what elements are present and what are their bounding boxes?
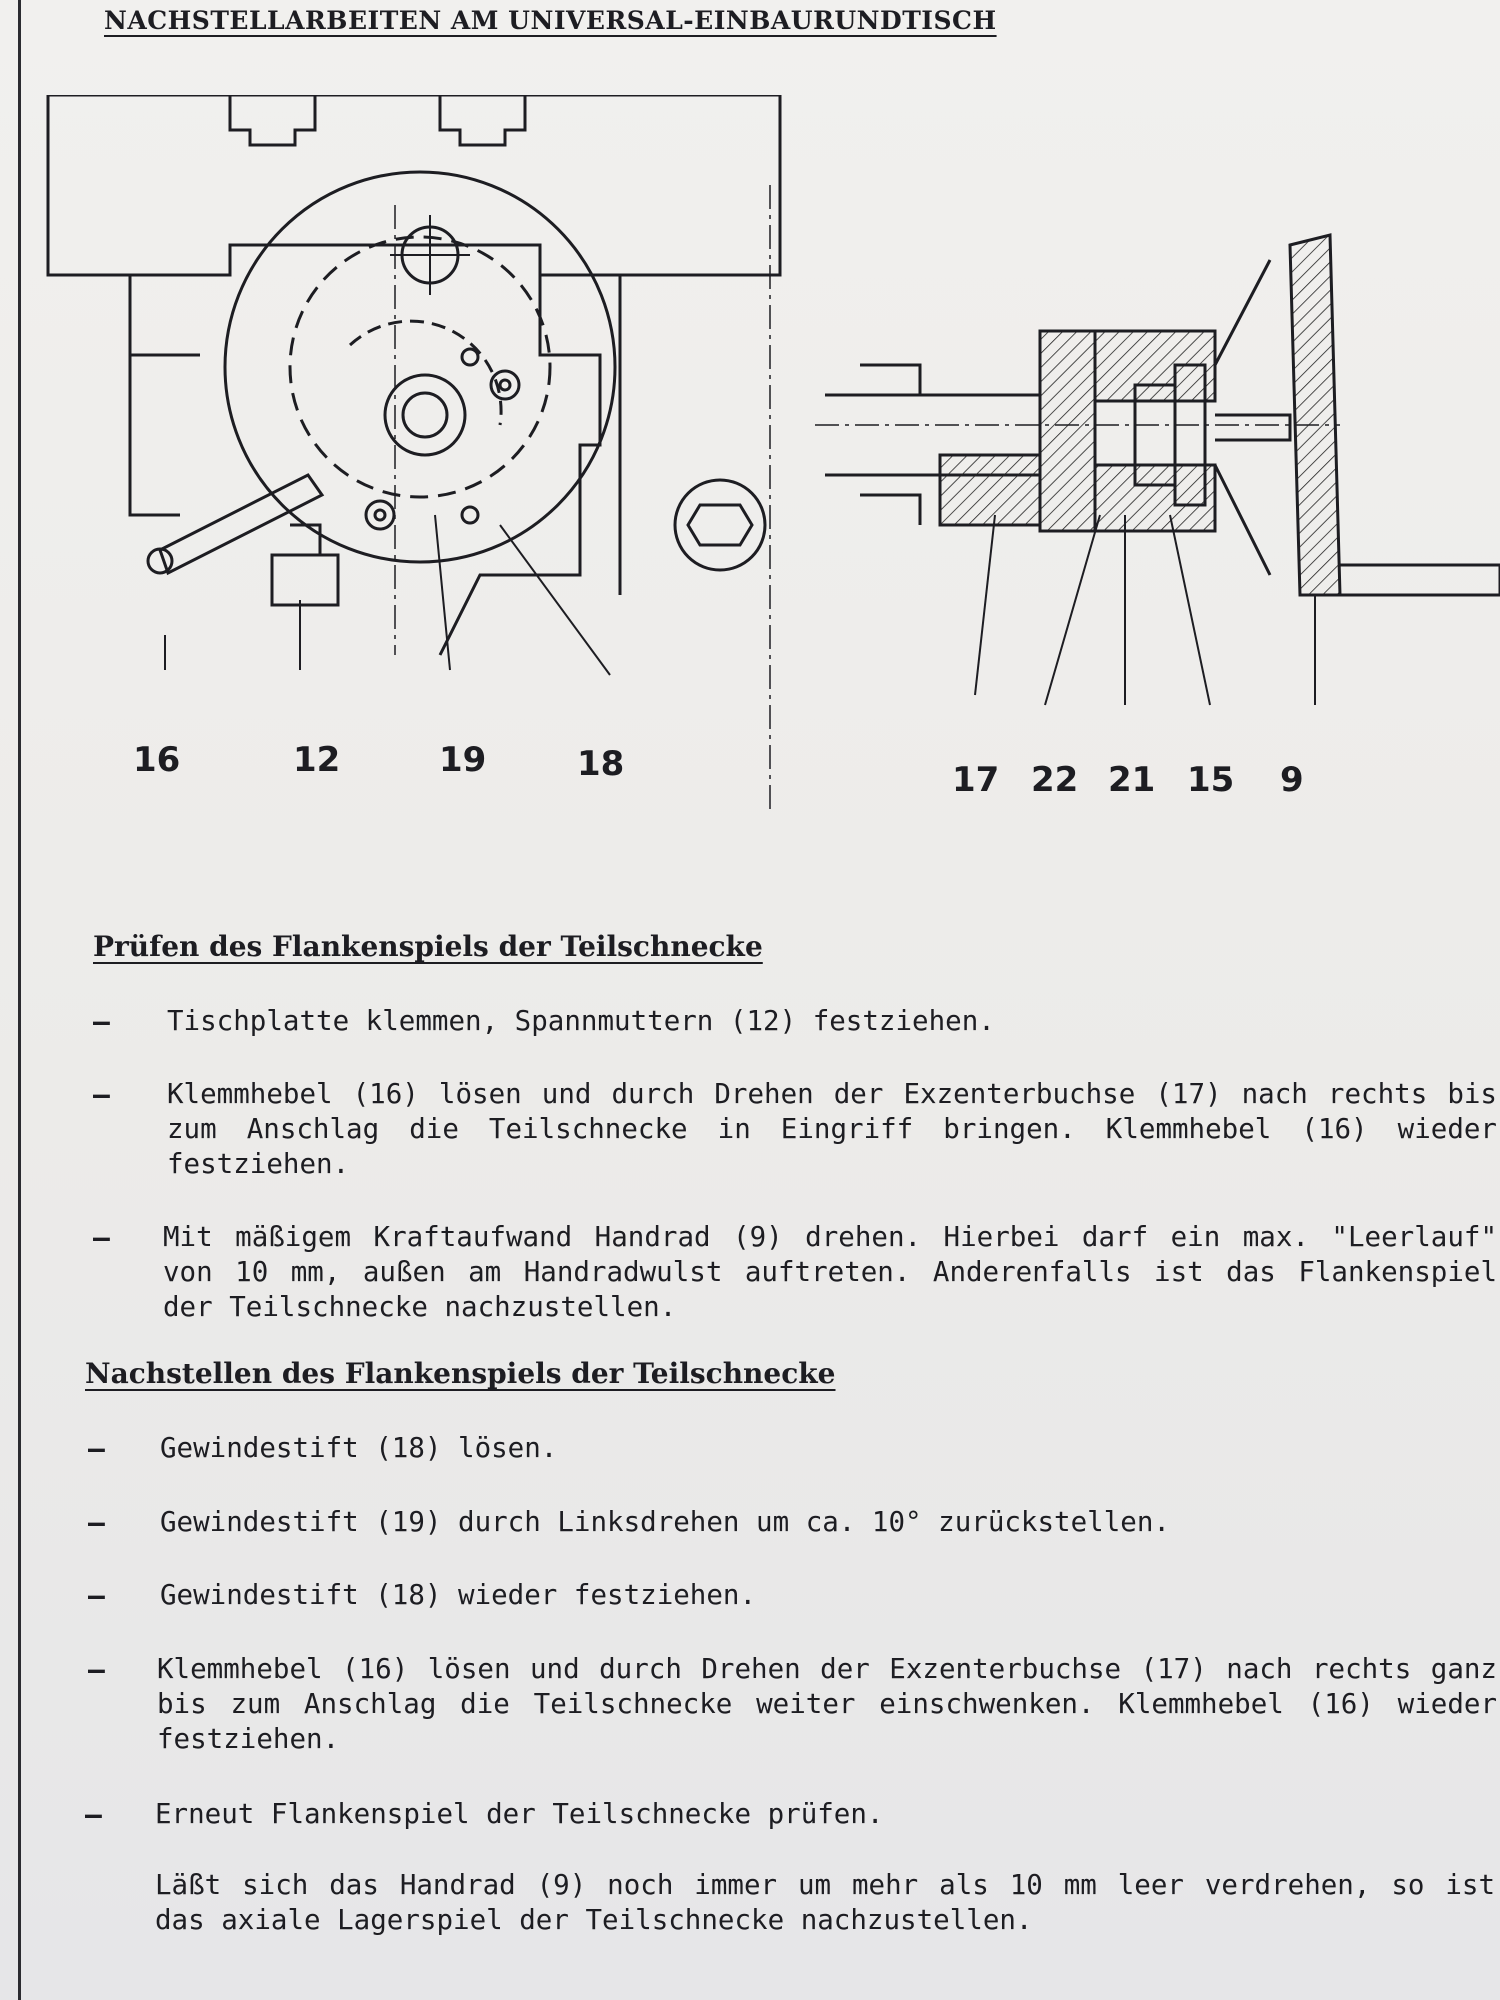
item-text: Gewindestift (18) lösen.: [160, 1432, 558, 1464]
callout-18: 18: [577, 744, 625, 784]
callout-9: 9: [1280, 760, 1304, 800]
callout-12: 12: [293, 740, 341, 780]
item-text: Klemmhebel (16) lösen und durch Drehen der Exzenterbuchse (17) nach rechts ganz bis zum Anschlag die Teilschnecke weiter einschwenken. Klemmhebel (16) wieder festziehen.: [157, 1653, 1497, 1755]
item-text: Tischplatte klemmen, Spannmuttern (12) festziehen.: [167, 1005, 995, 1037]
callout-17: 17: [952, 760, 1000, 800]
bullet-dash: –: [93, 1221, 110, 1254]
page-margin-line: [18, 0, 21, 2000]
item-text: Gewindestift (18) wieder festziehen.: [160, 1579, 757, 1611]
item-text: Erneut Flankenspiel der Teilschnecke prüfen.: [155, 1798, 884, 1830]
bullet-dash: –: [88, 1579, 105, 1612]
item-text: Mit mäßigem Kraftaufwand Handrad (9) drehen. Hierbei darf ein max. "Leerlauf" von 10 mm, außen am Handradwulst auftreten. Anderenfalls ist das Flankenspiel der Teilschnecke nachzustellen.: [163, 1221, 1497, 1323]
bullet-dash: –: [88, 1506, 105, 1539]
bullet-dash: –: [93, 1005, 110, 1038]
callout-19: 19: [439, 740, 487, 780]
bullet-dash: –: [85, 1798, 102, 1831]
technical-drawing: [40, 95, 1500, 815]
section-heading-nachstellen: Nachstellen des Flankenspiels der Teilschnecke: [85, 1357, 836, 1390]
page-title: NACHSTELLARBEITEN AM UNIVERSAL-EINBAURUNDTISCH: [104, 6, 997, 35]
bullet-dash: –: [93, 1078, 110, 1111]
callout-21: 21: [1108, 760, 1156, 800]
bullet-dash: –: [88, 1432, 105, 1465]
section-heading-pruefen: Prüfen des Flankenspiels der Teilschnecke: [93, 930, 763, 963]
bullet-dash: –: [88, 1653, 105, 1686]
callout-16: 16: [133, 740, 181, 780]
callout-22: 22: [1031, 760, 1079, 800]
note-text: Läßt sich das Handrad (9) noch immer um mehr als 10 mm leer verdrehen, so ist das axiale Lagerspiel der Teilschnecke nachzustellen.: [155, 1869, 1495, 1936]
callout-15: 15: [1187, 760, 1235, 800]
item-text: Gewindestift (19) durch Linksdrehen um ca. 10° zurückstellen.: [160, 1506, 1170, 1538]
item-text: Klemmhebel (16) lösen und durch Drehen der Exzenterbuchse (17) nach rechts bis zum Anschlag die Teilschnecke in Eingriff bringen. Klemmhebel (16) wieder festziehen.: [167, 1078, 1497, 1180]
